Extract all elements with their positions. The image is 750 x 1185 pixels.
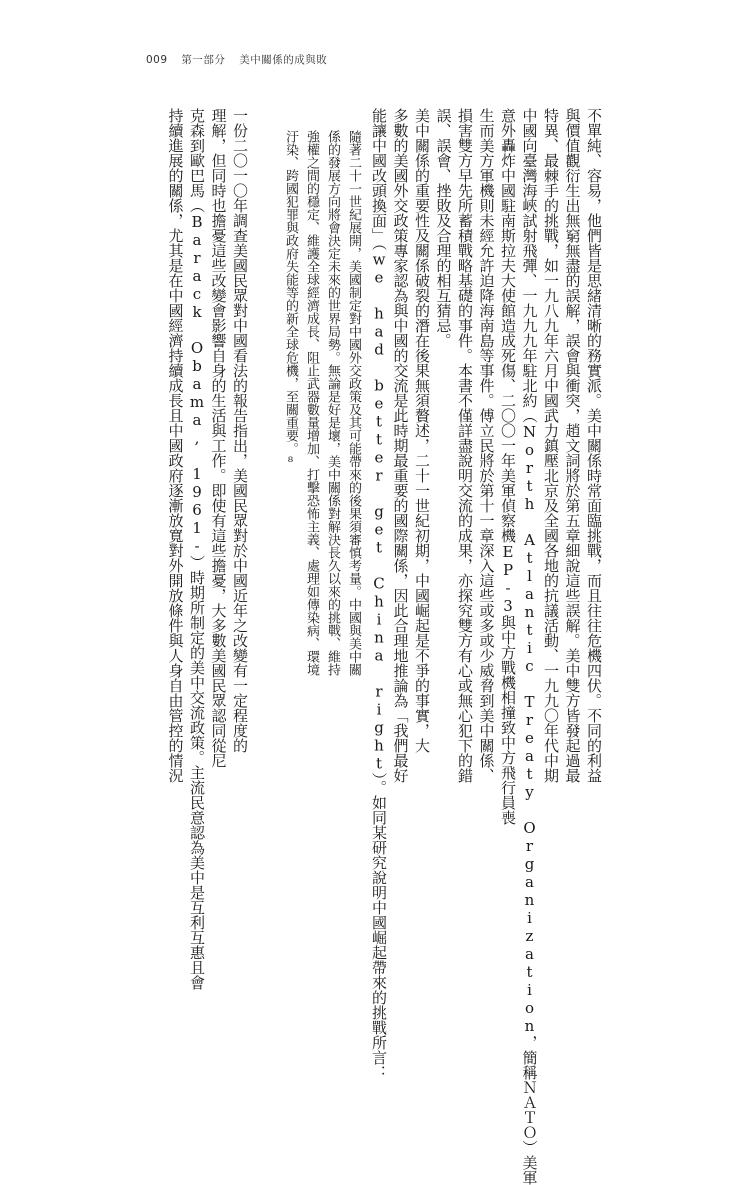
- running-header: [146, 52, 337, 67]
- text-column: 能讓中國改頭換面」（we had better get China right）。如同某研究說明中國崛起帶來的挑戰所言：: [370, 108, 388, 1080]
- paragraph-3: [146, 108, 250, 990]
- paragraph-2: [368, 108, 432, 1080]
- quote-column: 汙染、跨國犯罪與政府失能等的新全球危機，至關重要。⁸: [283, 130, 298, 470]
- text-column: 一份二〇一〇年調查美國民眾對中國看法的報告指出，美國民眾對於中國近年之改變有一定程度的: [231, 108, 249, 753]
- paragraph-1: [434, 108, 604, 1185]
- quote-column: 強權之間的穩定、維護全球經濟成長、阻止武器數量增加、打擊恐怖主義、處理如傳染病、環境: [304, 130, 319, 676]
- text-column: 誤、誤會、挫敗及合理的相互猜忌。: [434, 108, 453, 348]
- text-column: 損害雙方早先所蓄積戰略基礎的事件。本書不僅詳盡說明交流的成果，亦探究雙方有心或無心犯下的錯: [456, 108, 474, 783]
- text-column: 與價值觀衍生出無窮無盡的誤解，誤會與衝突，趙文詞將於第五章細說這些誤解。美中雙方皆發起過最: [563, 108, 582, 783]
- quote-column: 隨著二十一世紀展開，美國制定對中國外交政策及其可能帶來的後果須審慎考量。中國與美中關: [346, 130, 361, 676]
- part-label: 第一部分: [181, 54, 226, 66]
- text-column: 理解，但同時也擔憂這些改變會影響自身的生活與工作。即使有這些擔憂，大多數美國民眾認同從尼: [209, 108, 228, 768]
- text-column: 不單純、容易，他們皆是思緒清晰的務實派。美中關係時常面臨挑戰，而且往往危機四伏。不同的利益: [585, 108, 603, 783]
- chapter-title: 美中關係的成與敗: [239, 54, 328, 66]
- block-quote: [254, 130, 364, 676]
- quote-column: 係的發展方向將會決定未來的世界局勢。無論是好是壞，美中關係對解決長久以來的挑戰、維持: [325, 130, 340, 676]
- text-column: 美中關係的重要性及關係破裂的潛在後果無須贅述，二十一世紀初期，中國崛起是不爭的事實，大: [413, 108, 431, 753]
- text-column: 意外轟炸中國駐南斯拉夫大使館造成死傷、二〇〇一年美軍偵察機EP-3與中方戰機相撞致中方飛行員喪: [499, 108, 517, 825]
- text-column: 特異、最棘手的挑戰，如一九八九年六月中國武力鎮壓北京及全國各地的抗議活動、一九九〇年代中期: [542, 108, 560, 783]
- text-column: 多數的美國外交政策專家認為與中國的交流是此時期最重要的國際關係，因此合理地推論為「我們最好: [391, 108, 410, 783]
- text-column: 克森到歐巴馬（Barack Obama, 1961-）時期所制定的美中交流政策。主流民意認為美中是互利互惠且會: [188, 108, 206, 990]
- text-column: 生而美方軍機則未經允許迫降海南島等事件。傅立民將於第十一章深入這些或多或少威脅到美中關係、: [477, 108, 496, 783]
- text-column: 持續進展的關係，尤其是在中國經濟持續成長且中國政府逐漸放寬對外開放條件與人身自由管控的情況: [166, 108, 185, 783]
- text-column: 中國向臺灣海峽試射飛彈、一九九九年駐北約（North Atlantic Treaty Organization，簡稱ＮＡＴＯ）美軍: [520, 108, 539, 1185]
- page-number: 009: [146, 54, 168, 66]
